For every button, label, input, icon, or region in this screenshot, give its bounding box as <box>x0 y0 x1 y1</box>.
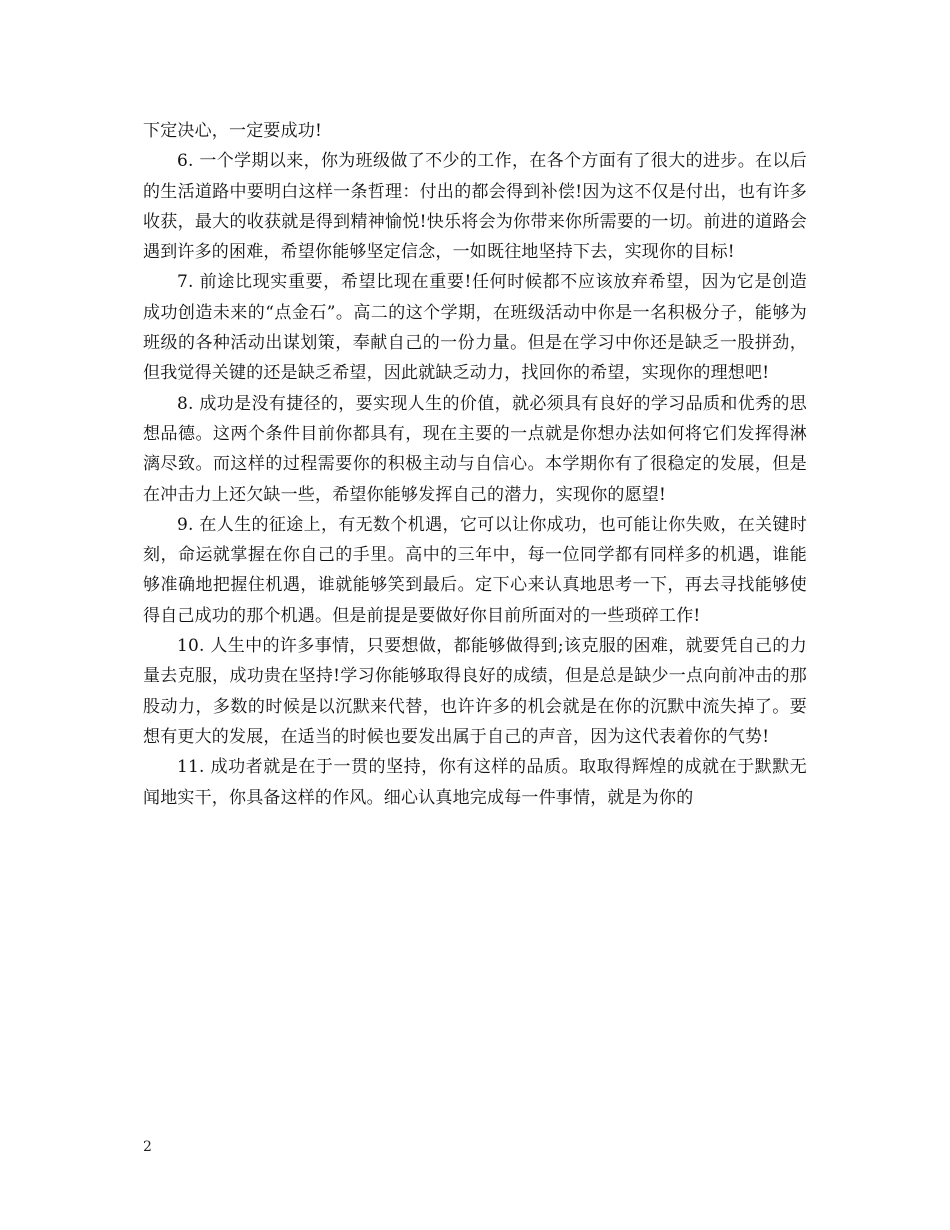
paragraph-item-10: 10. 人生中的许多事情，只要想做，都能够做得到;该克服的困难，就要凭自己的力量去克服，成功贵在坚持!学习你能够取得良好的成绩，但是总是缺少一点向前冲击的那股动力，多数的时候是以沉默来代替，也许许多的机会就是在你的沉默中流失掉了。要想有更大的发展，在适当的时候也要发出属于自己的声音，因为这代表着你的气势! <box>143 636 807 747</box>
paragraph-continuation: 下定决心，一定要成功! <box>143 121 323 141</box>
paragraph-item-6: 6. 一个学期以来，你为班级做了不少的工作，在各个方面有了很大的进步。在以后的生活道路中要明白这样一条哲理：付出的都会得到补偿!因为这不仅是付出，也有许多收获，最大的收获就是得到精神愉悦!快乐将会为你带来你所需要的一切。前进的道路会遇到许多的困难，希望你能够坚定信念，一如既往地坚持下去，实现你的目标! <box>143 151 807 263</box>
paragraph-item-7: 7. 前途比现实重要，希望比现在重要!任何时候都不应该放弃希望，因为它是创造成功创造未来的“点金石”。高二的这个学期，在班级活动中你是一名积极分子，能够为班级的各种活动出谋划策，奉献自己的一份力量。但是在学习中你还是缺乏一股拼劲，但我觉得关键的还是缺乏希望，因此就缺乏动力，找回你的希望，实现你的理想吧! <box>143 272 807 384</box>
paragraph-item-8: 8. 成功是没有捷径的，要实现人生的价值，就必须具有良好的学习品质和优秀的思想品德。这两个条件目前你都具有，现在主要的一点就是你想办法如何将它们发挥得淋漓尽致。而这样的过程需要你的积极主动与自信心。本学期你有了很稳定的发展，但是在冲击力上还欠缺一些，希望你能够发挥自己的潜力，实现你的愿望! <box>143 393 807 505</box>
paragraph-item-9: 9. 在人生的征途上，有无数个机遇，它可以让你成功，也可能让你失败，在关键时刻，命运就掌握在你自己的手里。高中的三年中，每一位同学都有同样多的机遇，谁能够准确地把握住机遇，谁就能够笑到最后。定下心来认真地思考一下，再去寻找能够使得自己成功的那个机遇。但是前提是要做好你目前所面对的一些琐碎工作! <box>143 514 807 626</box>
page-number: 2 <box>143 1139 152 1155</box>
paragraph-item-11: 11. 成功者就是在于一贯的坚持，你有这样的品质。取取得辉煌的成就在于默默无闻地实干，你具备这样的作风。细心认真地完成每一件事情，就是为你的 <box>143 757 807 808</box>
document-body <box>143 116 807 813</box>
